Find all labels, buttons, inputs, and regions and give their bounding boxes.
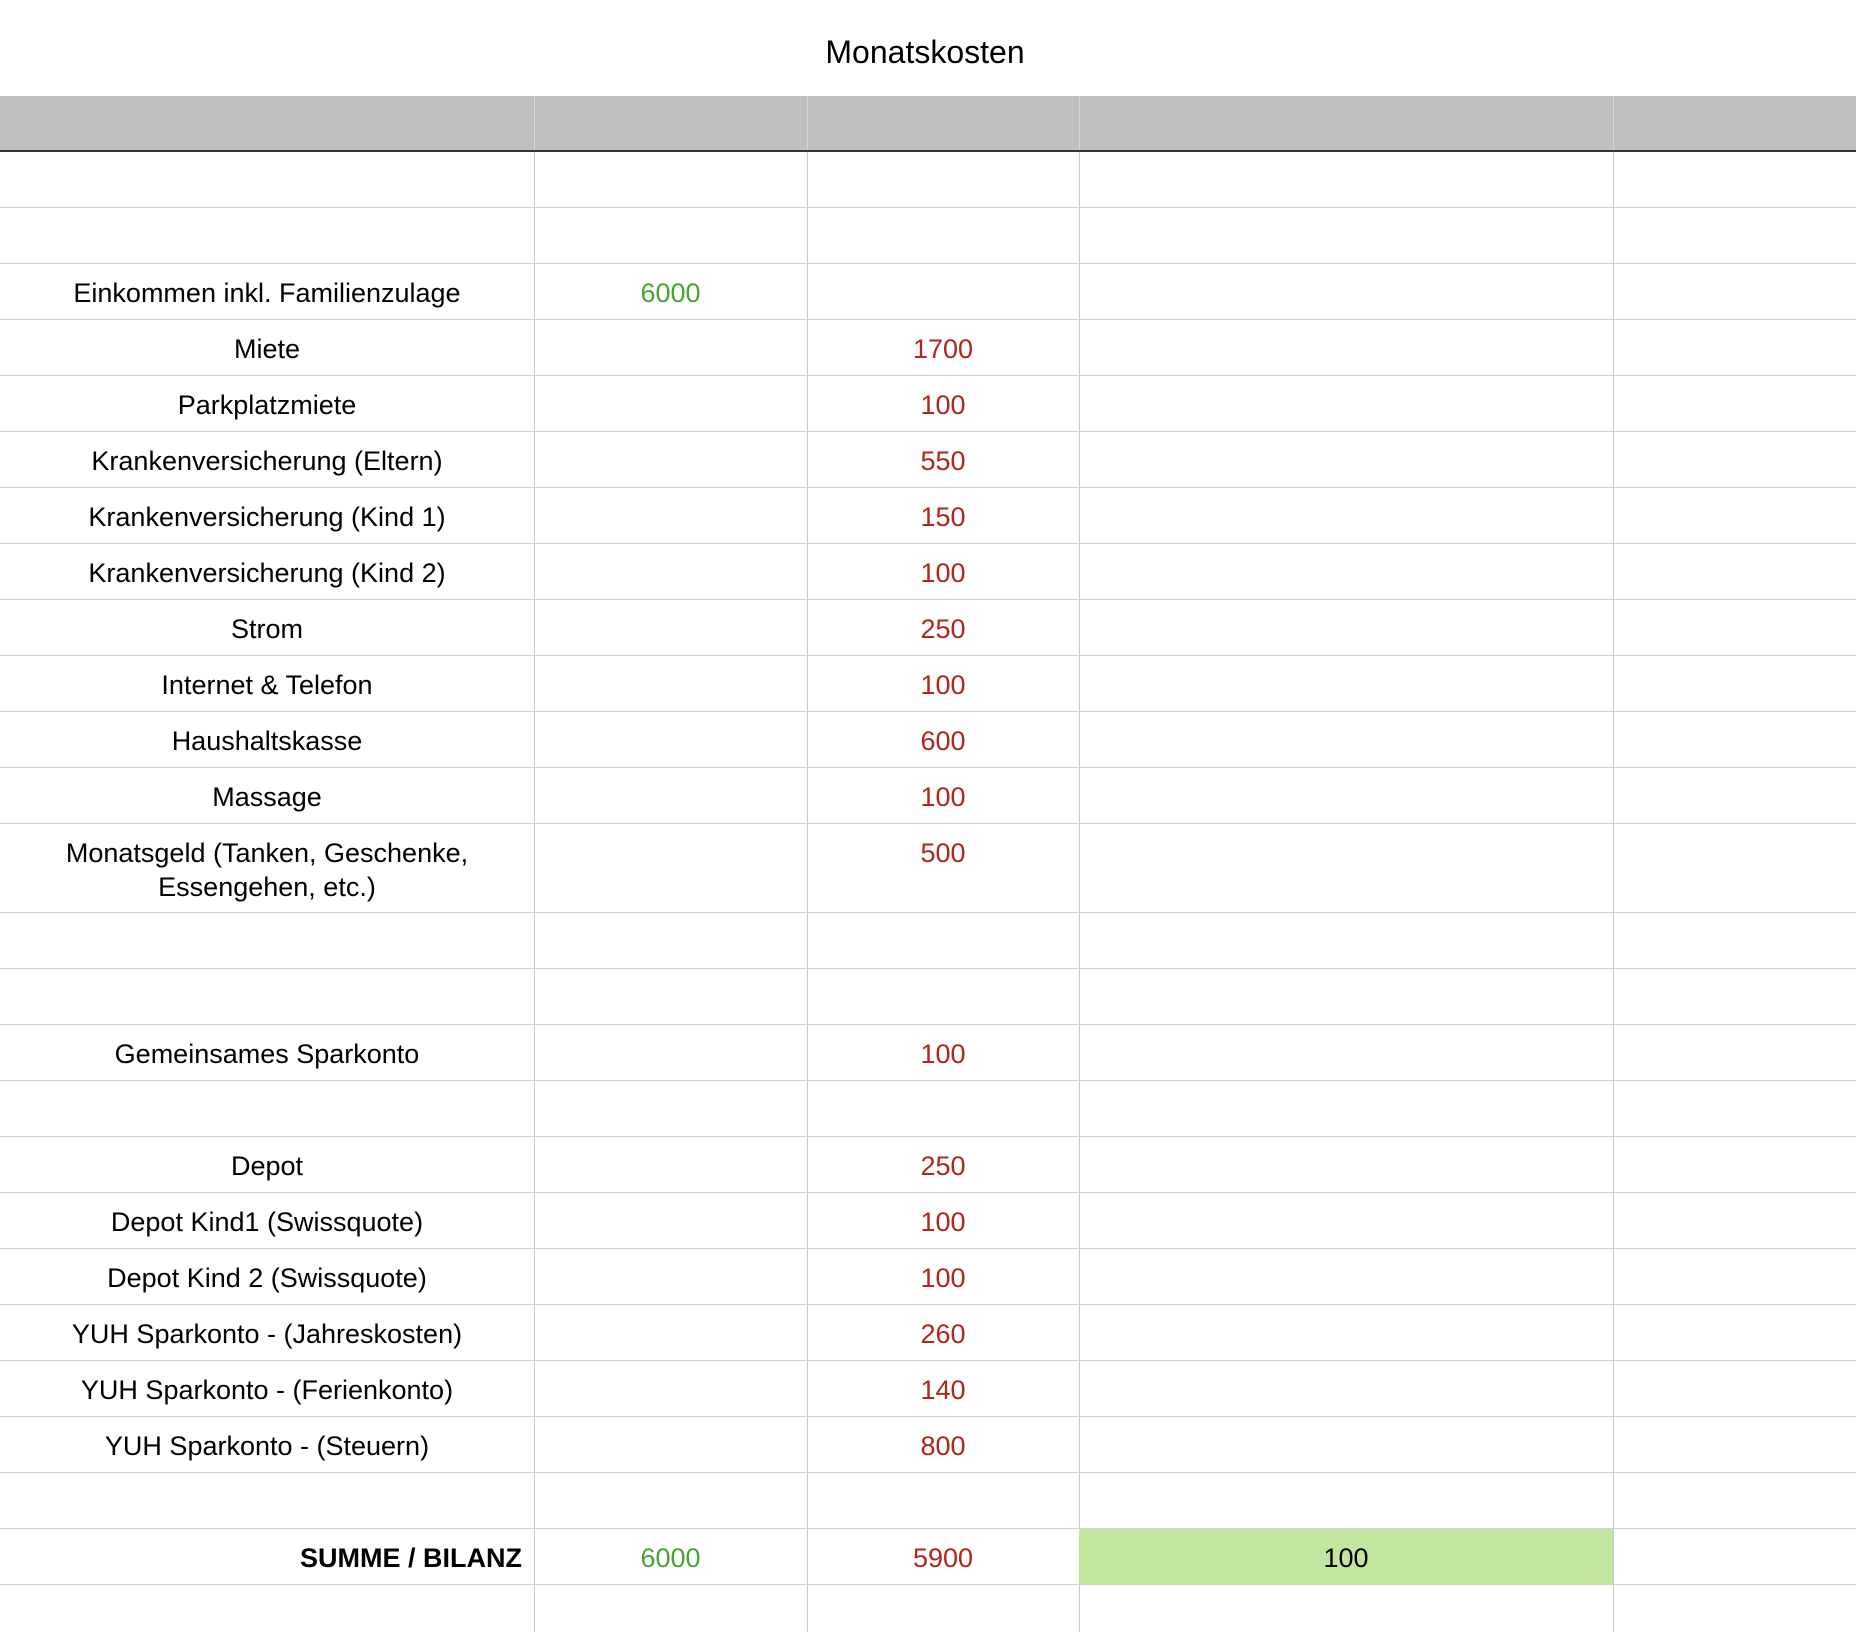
table-row (0, 824, 1856, 913)
table-row (0, 264, 1856, 320)
empty-cell[interactable] (1079, 824, 1613, 912)
empty-cell[interactable] (1079, 376, 1613, 431)
table-row (0, 1081, 1856, 1137)
table-row (0, 208, 1856, 264)
label-cell[interactable] (0, 1081, 534, 1136)
income-cell[interactable] (534, 1193, 807, 1248)
expense-cell[interactable]: 600 (920, 726, 966, 756)
income-cell[interactable] (534, 600, 807, 655)
summary-income-cell[interactable]: 6000 (640, 1543, 701, 1573)
summary-expense-cell[interactable]: 5900 (912, 1543, 974, 1573)
balance-cell[interactable]: 100 (1079, 1529, 1613, 1584)
income-cell[interactable] (534, 913, 807, 968)
table-row (0, 1305, 1856, 1361)
table-row (0, 913, 1856, 969)
income-cell[interactable] (534, 208, 807, 263)
expense-cell[interactable]: 100 (920, 670, 966, 700)
table-row (0, 432, 1856, 488)
label-cell[interactable] (0, 208, 534, 263)
table-row (0, 712, 1856, 768)
empty-cell[interactable] (1079, 264, 1613, 319)
expense-cell[interactable] (807, 152, 1079, 207)
table-row (0, 1361, 1856, 1417)
empty-cell[interactable] (1079, 768, 1613, 823)
income-cell[interactable] (534, 1025, 807, 1080)
label-cell[interactable] (0, 1473, 534, 1528)
table-row (0, 488, 1856, 544)
table-row (0, 1193, 1856, 1249)
empty-cell[interactable] (1079, 712, 1613, 767)
empty-cell[interactable] (1079, 1361, 1613, 1416)
income-cell[interactable]: 6000 (640, 278, 701, 308)
sheet-title: Monatskosten (825, 34, 1025, 70)
label-cell[interactable]: Depot Kind 2 (Swissquote) (107, 1263, 427, 1293)
income-cell[interactable] (534, 320, 807, 375)
label-cell[interactable]: YUH Sparkonto - (Jahreskosten) (71, 1319, 463, 1349)
label-cell[interactable]: Internet & Telefon (161, 670, 373, 700)
expense-cell[interactable]: 100 (920, 1039, 966, 1069)
table-row (0, 600, 1856, 656)
expense-cell[interactable]: 100 (920, 1207, 966, 1237)
empty-cell[interactable] (1079, 1417, 1613, 1472)
empty-cell[interactable] (1079, 1305, 1613, 1360)
summary-row (0, 1529, 1856, 1585)
expense-cell[interactable]: 800 (920, 1431, 966, 1461)
label-cell[interactable] (0, 969, 534, 1024)
expense-cell[interactable]: 100 (920, 782, 966, 812)
label-cell[interactable]: Miete (233, 334, 301, 364)
income-cell[interactable] (534, 969, 807, 1024)
income-cell[interactable] (534, 1081, 807, 1136)
empty-cell[interactable] (1079, 913, 1613, 968)
expense-cell[interactable] (807, 1081, 1079, 1136)
income-cell[interactable] (534, 152, 807, 207)
empty-cell[interactable] (1079, 1193, 1613, 1248)
income-cell[interactable] (534, 712, 807, 767)
expense-cell[interactable]: 550 (920, 446, 966, 476)
empty-cell[interactable] (1079, 544, 1613, 599)
table-row (0, 656, 1856, 712)
expense-cell[interactable]: 250 (920, 614, 966, 644)
label-cell[interactable]: Haushaltskasse (171, 726, 363, 756)
expense-cell[interactable]: 100 (920, 390, 966, 420)
table-row (0, 376, 1856, 432)
income-cell[interactable] (534, 1473, 807, 1528)
expense-cell[interactable]: 260 (920, 1319, 966, 1349)
label-cell[interactable]: Krankenversicherung (Kind 1) (88, 502, 446, 532)
label-cell[interactable]: Gemeinsames Sparkonto (114, 1039, 420, 1069)
income-cell[interactable] (534, 1305, 807, 1360)
label-cell[interactable] (0, 913, 534, 968)
empty-cell[interactable] (1079, 320, 1613, 375)
expense-cell[interactable]: 500 (920, 838, 966, 868)
label-cell[interactable]: Einkommen inkl. Familienzulage (73, 278, 461, 308)
table-row (0, 152, 1856, 208)
empty-cell[interactable] (1079, 488, 1613, 543)
income-cell[interactable] (534, 376, 807, 431)
label-cell[interactable]: Krankenversicherung (Eltern) (91, 446, 443, 476)
empty-cell[interactable] (1079, 208, 1613, 263)
empty-cell[interactable] (1079, 1081, 1613, 1136)
income-cell[interactable] (534, 544, 807, 599)
table-row (0, 544, 1856, 600)
table-row (0, 1249, 1856, 1305)
income-cell[interactable] (534, 1137, 807, 1192)
expense-cell[interactable]: 1700 (912, 334, 974, 364)
label-cell[interactable]: Monatsgeld (Tanken, Geschenke, Essengehen, etc.) (65, 838, 469, 902)
label-cell[interactable]: Strom (230, 614, 303, 644)
label-cell[interactable]: Depot Kind1 (Swissquote) (110, 1207, 424, 1237)
expense-cell[interactable]: 140 (920, 1375, 966, 1405)
empty-cell[interactable] (1079, 969, 1613, 1024)
label-cell[interactable]: Parkplatzmiete (177, 390, 357, 420)
label-cell[interactable] (0, 152, 534, 207)
table-row (0, 1417, 1856, 1473)
table-row (0, 1585, 1856, 1641)
income-cell[interactable] (534, 1361, 807, 1416)
income-cell[interactable] (534, 432, 807, 487)
income-cell[interactable] (534, 488, 807, 543)
column-divider (807, 96, 808, 150)
empty-cell[interactable] (1079, 1249, 1613, 1304)
expense-cell[interactable] (807, 913, 1079, 968)
expense-cell[interactable] (807, 208, 1079, 263)
expense-cell[interactable]: 100 (920, 1263, 966, 1293)
column-divider (1079, 96, 1080, 150)
income-cell[interactable] (534, 1417, 807, 1472)
expense-cell[interactable] (807, 969, 1079, 1024)
column-divider (1613, 96, 1614, 150)
label-cell[interactable]: Krankenversicherung (Kind 2) (88, 558, 446, 588)
empty-cell[interactable] (1079, 1473, 1613, 1528)
table-row (0, 1473, 1856, 1529)
expense-cell[interactable] (807, 264, 1079, 319)
label-cell[interactable]: Massage (212, 782, 322, 812)
empty-cell[interactable] (1079, 152, 1613, 207)
income-cell[interactable] (534, 768, 807, 823)
empty-cell[interactable] (1079, 1137, 1613, 1192)
income-cell[interactable] (534, 824, 807, 912)
table-row (0, 320, 1856, 376)
summary-label-cell[interactable]: SUMME / BILANZ (300, 1543, 522, 1573)
empty-cell[interactable] (1079, 656, 1613, 711)
table-row (0, 768, 1856, 824)
table-row (0, 1025, 1856, 1081)
label-cell[interactable]: Depot (230, 1151, 304, 1181)
expense-cell[interactable]: 150 (920, 502, 966, 532)
empty-cell[interactable] (1079, 600, 1613, 655)
income-cell[interactable] (534, 1249, 807, 1304)
expense-cell[interactable]: 100 (920, 558, 966, 588)
label-cell[interactable]: YUH Sparkonto - (Ferienkonto) (80, 1375, 454, 1405)
column-divider (534, 96, 535, 150)
income-cell[interactable] (534, 656, 807, 711)
expense-cell[interactable]: 250 (920, 1151, 966, 1181)
column-header-bar[interactable] (0, 96, 1856, 152)
expense-cell[interactable] (807, 1473, 1079, 1528)
empty-cell[interactable] (1079, 432, 1613, 487)
empty-cell[interactable] (1079, 1025, 1613, 1080)
label-cell[interactable]: YUH Sparkonto - (Steuern) (104, 1431, 430, 1461)
table-row (0, 1137, 1856, 1193)
table-row (0, 969, 1856, 1025)
